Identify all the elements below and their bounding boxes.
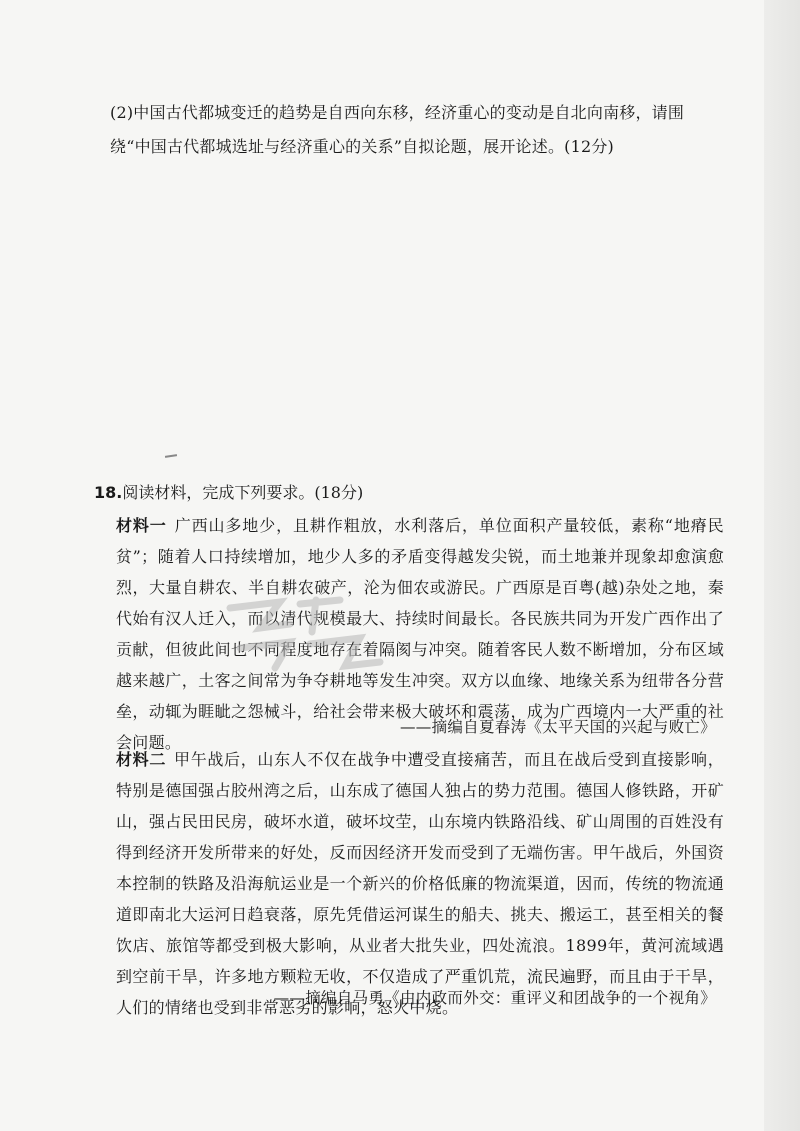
material-2-source: ——摘编自马勇《由内政而外交：重评义和团战争的一个视角》	[273, 989, 716, 1007]
question-17-part-2	[110, 96, 720, 164]
question-18-prompt: 阅读材料，完成下列要求。(18分)	[122, 483, 364, 502]
page-edge-shadow	[764, 0, 800, 1131]
question-17-part-2-text: (2)中国古代都城变迁的趋势是自西向东移，经济重心的变动是自北向南移，请围绕“中国古代都城选址与经济重心的关系”自拟论题，展开论述。(12分)	[110, 103, 685, 156]
material-2	[116, 744, 724, 1023]
question-18-number: 18.	[94, 483, 123, 502]
stray-pen-mark	[165, 454, 177, 458]
material-1-source: ——摘编自夏春涛《太平天国的兴起与败亡》	[399, 718, 716, 736]
faded-watermark	[220, 588, 400, 678]
question-18-header	[94, 478, 726, 508]
material-1-label: 材料一	[116, 516, 167, 535]
material-2-text: 甲午战后，山东人不仅在战争中遭受直接痛苦，而且在战后受到直接影响，特别是德国强占胶州湾之后，山东成了德国人独占的势力范围。德国人修铁路，开矿山，强占民田民房，破坏水道，破坏坟茔，山东境内铁路沿线、矿山周围的百姓没有得到经济开发所带来的好处，反而因经济开发而受到了无端伤害。甲午战后，外国资本控制的铁路及沿海航运业是一个新兴的价格低廉的物流渠道，因而，传统的物流通道即南北大运河日趋衰落，原先凭借运河谋生的船夫、挑夫、搬运工，甚至相关的餐饮店、旅馆等都受到极大影响，从业者大批失业，四处流浪。1899年，黄河流域遇到空前干旱，许多地方颗粒无收，不仅造成了严重饥荒，流民遍野，而且由于干旱，人们的情绪也受到非常恶劣的影响，怒火中烧。	[116, 750, 724, 1017]
material-1-text: 广西山多地少，且耕作粗放，水利落后，单位面积产量较低，素称“地瘠民贫”；随着人口持续增加，地少人多的矛盾变得越发尖锐，而土地兼并现象却愈演愈烈，大量自耕农、半自耕农破产，沦为佃农或游民。广西原是百粤(越)杂处之地，秦代始有汉人迁入，而以清代规模最大、持续时间最长。各民族共同为开发广西作出了贡献，但彼此间也不同程度地存在着隔阂与冲突。随着客民人数不断增加，分布区域越来越广，土客之间常为争夺耕地等发生冲突。双方以血缘、地缘关系为纽带各分营垒，动辄为睚眦之怨械斗，给社会带来极大破坏和震荡，成为广西境内一大严重的社会问题。	[116, 516, 724, 752]
material-2-label: 材料二	[116, 750, 167, 769]
